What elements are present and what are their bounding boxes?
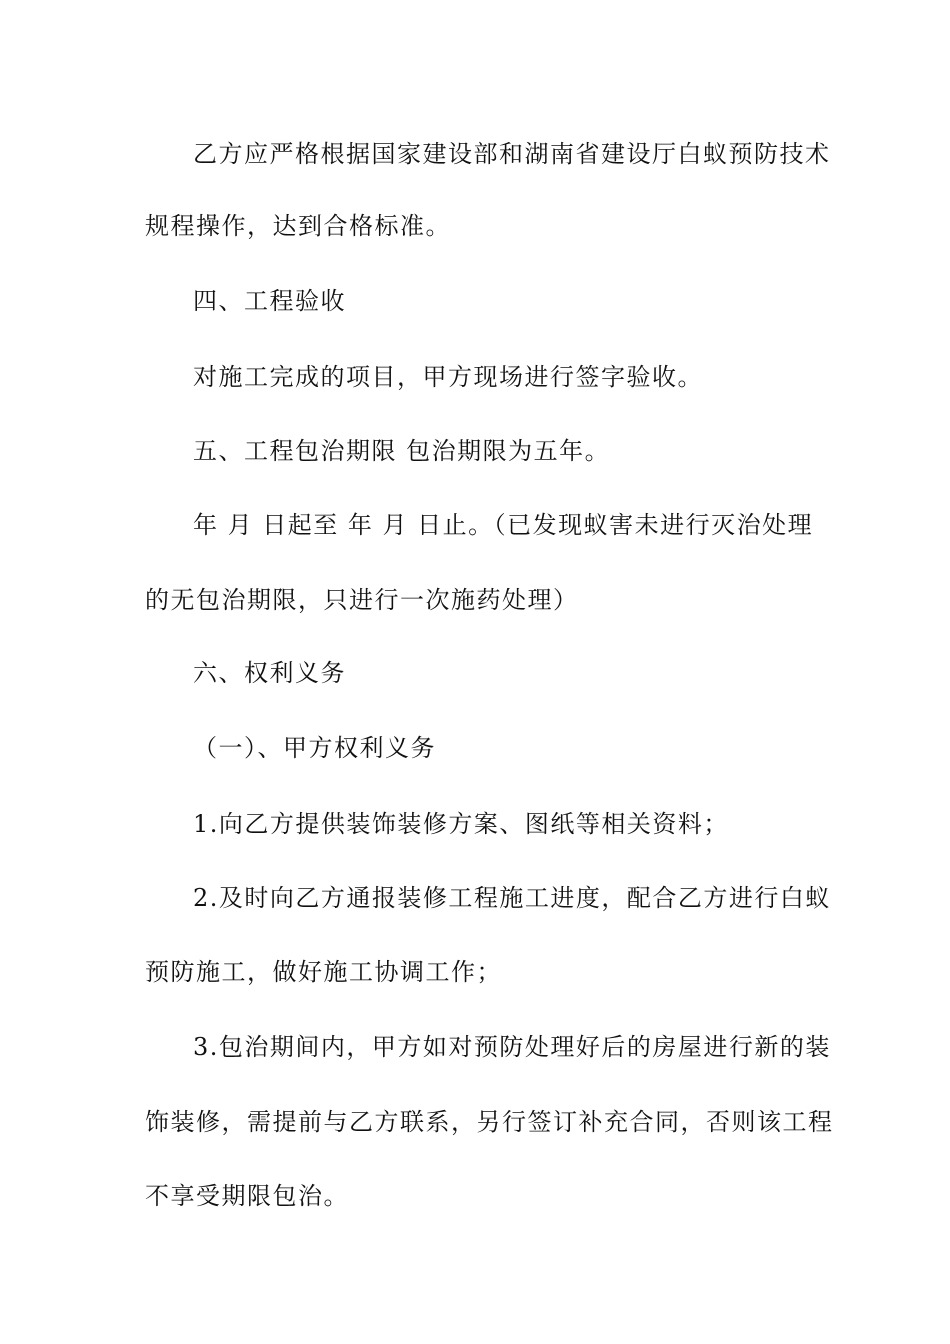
paragraph-line: 的无包治期限，只进行一次施药处理） xyxy=(145,586,579,614)
paragraph-line: 预防施工，做好施工协调工作； xyxy=(145,958,502,986)
list-item: 1.向乙方提供装饰装修方案、图纸等相关资料； xyxy=(193,810,729,838)
section-heading-warranty: 五、工程包治期限 包治期限为五年。 xyxy=(193,437,611,465)
list-item: 3.包治期间内，甲方如对预防处理好后的房屋进行新的装 xyxy=(193,1033,831,1061)
paragraph-line: 不享受期限包治。 xyxy=(145,1182,349,1210)
section-heading-rights: 六、权利义务 xyxy=(193,659,346,687)
paragraph-line: 对施工完成的项目，甲方现场进行签字验收。 xyxy=(193,363,703,391)
paragraph-line: 乙方应严格根据国家建设部和湖南省建设厅白蚁预防技术 xyxy=(193,140,831,168)
section-heading-acceptance: 四、工程验收 xyxy=(193,287,346,315)
paragraph-line: 饰装修，需提前与乙方联系，另行签订补充合同，否则该工程 xyxy=(145,1108,834,1136)
list-item: 2.及时向乙方通报装修工程施工进度，配合乙方进行白蚁 xyxy=(193,884,831,912)
subsection-heading-party-a: （一）、甲方权利义务 xyxy=(193,734,436,762)
paragraph-line: 年 月 日起至 年 月 日止。（已发现蚁害未进行灭治处理 xyxy=(193,511,814,539)
paragraph-line: 规程操作，达到合格标准。 xyxy=(145,212,451,240)
